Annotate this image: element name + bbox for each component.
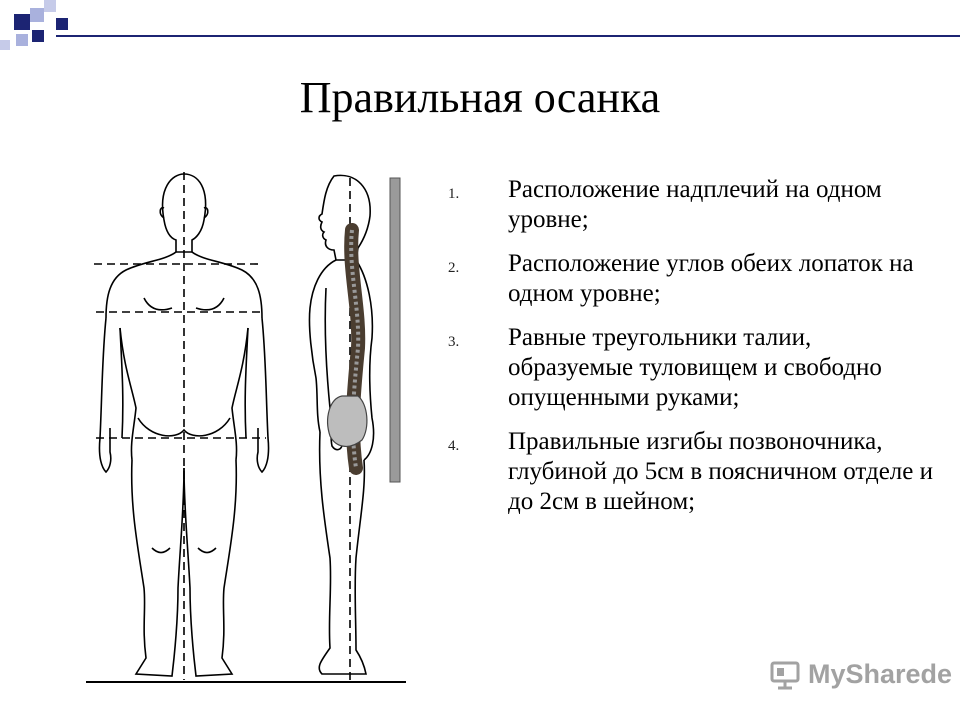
deco-square-light-4	[0, 40, 10, 50]
posture-illustration	[80, 168, 420, 698]
list-item	[448, 175, 938, 235]
watermark-text: MySharede	[808, 658, 953, 689]
measuring-board	[390, 178, 400, 482]
deco-square-light-2	[16, 34, 28, 46]
list-item-text: Расположение надплечий на одном уровне;	[508, 176, 882, 233]
deco-square-navy-1	[14, 14, 30, 30]
pelvis-shape	[328, 396, 367, 446]
presentation-board-icon	[768, 657, 802, 691]
list-item-text: Правильные изгибы позвоночника, глубиной до 5см в поясничном отделе и до 2см в шейном;	[508, 428, 934, 515]
list-item-text: Расположение углов обеих лопаток на одном уровне;	[508, 250, 914, 307]
list-item-number: 2.	[448, 260, 460, 276]
list-item	[448, 249, 938, 309]
header-decoration	[0, 0, 960, 60]
slide-title: Правильная осанка	[299, 73, 661, 122]
list-item-number: 1.	[448, 186, 460, 202]
list-item-number: 3.	[448, 334, 460, 350]
list-item	[448, 427, 938, 517]
list-item	[448, 323, 938, 413]
deco-square-light-1	[30, 8, 44, 22]
deco-square-navy-2	[32, 30, 44, 42]
list-item-text: Равные треугольники талии, образуемые туловищем и свободно опущенными руками;	[508, 324, 882, 411]
list-item-number: 4.	[448, 438, 460, 454]
watermark	[768, 657, 952, 691]
deco-square-light-3	[44, 0, 56, 12]
deco-square-navy-3	[56, 18, 68, 30]
posture-criteria-list	[448, 175, 938, 531]
